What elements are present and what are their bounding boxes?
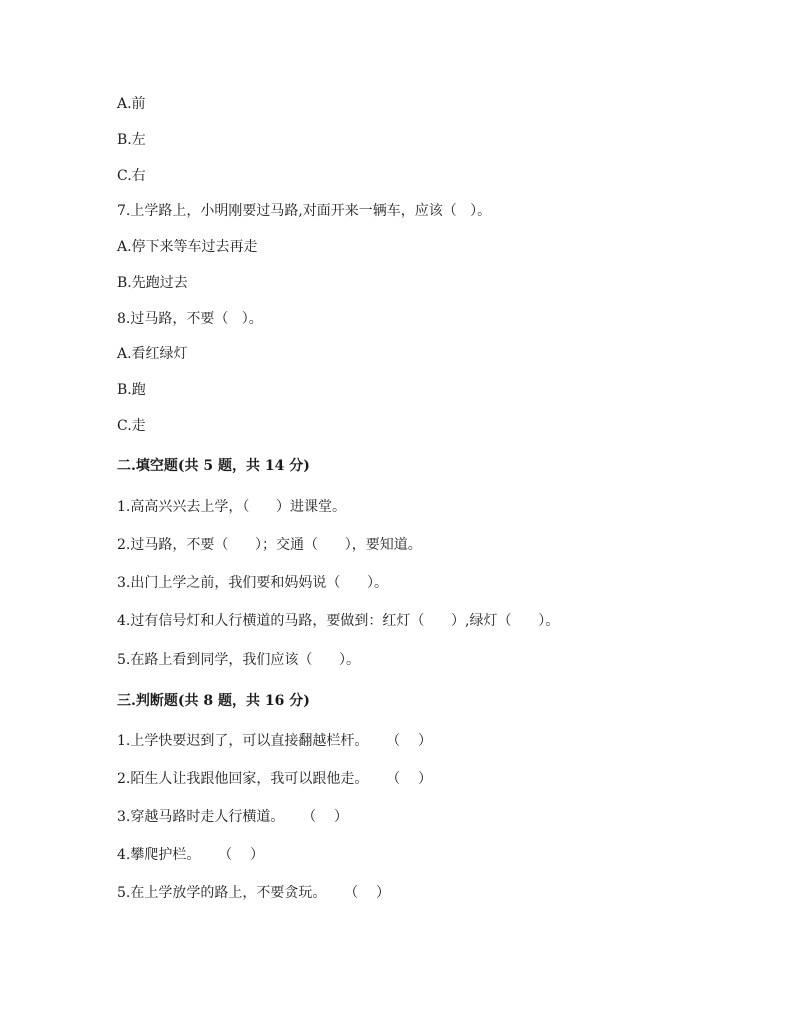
judge-question-3: 3.穿越马路时走人行横道。 （ ） xyxy=(117,809,348,825)
judge-question-1: 1.上学快要迟到了，可以直接翻越栏杆。 （ ） xyxy=(117,733,432,749)
fill-question-3: 3.出门上学之前，我们要和妈妈说（ ）。 xyxy=(117,575,389,591)
judge-question-4: 4.攀爬护栏。 （ ） xyxy=(117,847,264,863)
option-c: C.右 xyxy=(117,168,146,184)
section-heading-fill-in: 二.填空题(共 5 题，共 14 分) xyxy=(117,458,310,474)
question-7: 7.上学路上，小明刚要过马路,对面开来一辆车，应该（ ）。 xyxy=(117,203,492,219)
fill-question-4: 4.过有信号灯和人行横道的马路，要做到：红灯（ ）,绿灯（ ）。 xyxy=(117,613,560,629)
question-7-option-b: B.先跑过去 xyxy=(117,275,188,291)
section-heading-true-false: 三.判断题(共 8 题，共 16 分) xyxy=(117,693,310,709)
judge-question-2: 2.陌生人让我跟他回家，我可以跟他走。 （ ） xyxy=(117,771,432,787)
option-b: B.左 xyxy=(117,132,146,148)
question-8: 8.过马路，不要（ ）。 xyxy=(117,311,263,327)
question-8-option-b: B.跑 xyxy=(117,382,146,398)
option-a: A.前 xyxy=(117,96,146,112)
fill-question-2: 2.过马路，不要（ ）；交通（ ），要知道。 xyxy=(117,537,422,553)
question-7-option-a: A.停下来等车过去再走 xyxy=(117,239,258,255)
question-8-option-a: A.看红绿灯 xyxy=(117,346,188,362)
fill-question-1: 1.高高兴兴去上学，（ ）进课堂。 xyxy=(117,499,347,515)
fill-question-5: 5.在路上看到同学，我们应该（ ）。 xyxy=(117,652,361,668)
question-8-option-c: C.走 xyxy=(117,418,146,434)
judge-question-5: 5.在上学放学的路上，不要贪玩。 （ ） xyxy=(117,885,390,901)
